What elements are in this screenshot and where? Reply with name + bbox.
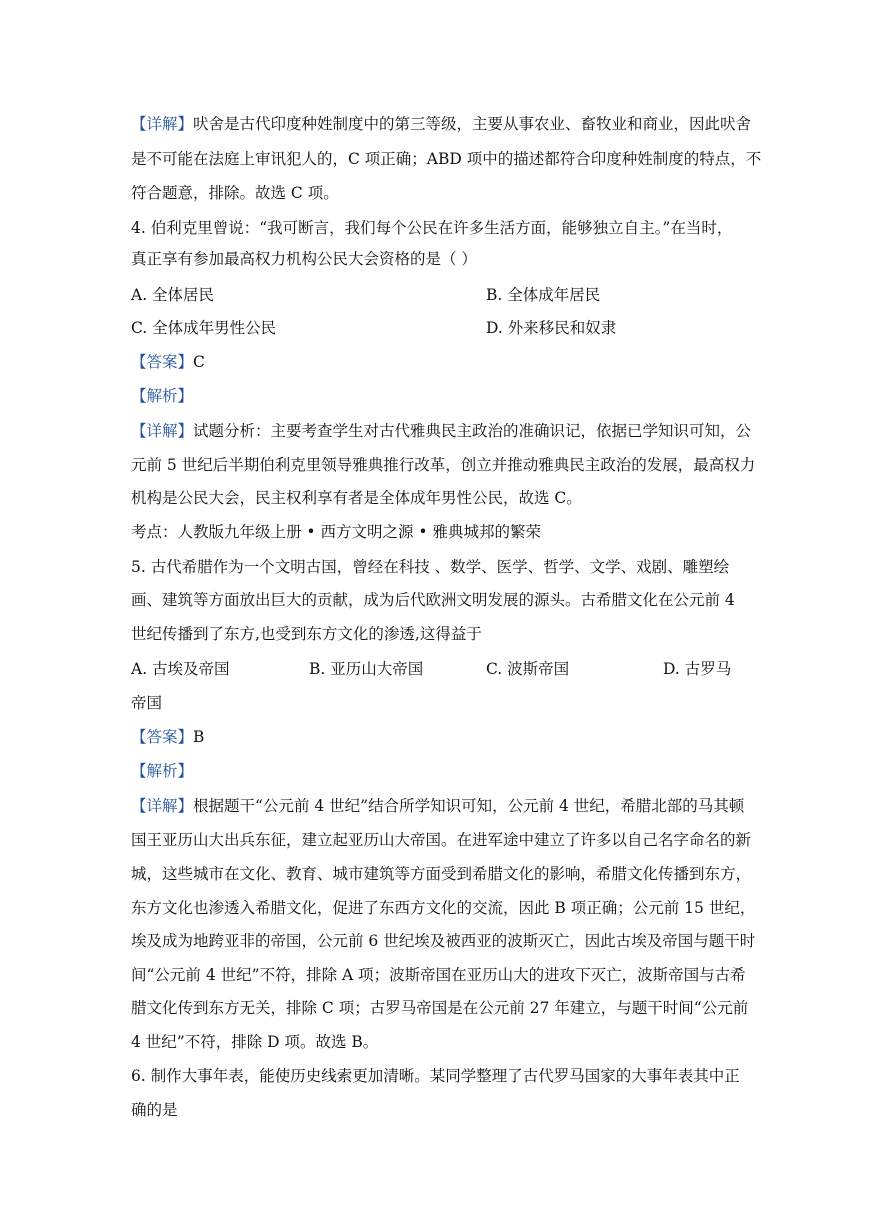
detail-tag: 【详解】 <box>131 115 194 133</box>
q4-option-b: B. 全体成年居民 <box>486 286 601 304</box>
q4-detail-line-2: 元前 5 世纪后半期伯利克里领导雅典推行改革，创立并推动雅典民主政治的发展，最高权力 <box>131 456 756 474</box>
q5-detail-line-3: 城，这些城市在文化、教育、城市建筑等方面受到希腊文化的影响，希腊文化传播到东方， <box>131 865 752 883</box>
q5-option-c: C. 波斯帝国 <box>486 660 570 678</box>
q4-detail-line-1: 【详解】试题分析：主要考查学生对古代雅典民主政治的准确识记，依据已学知识可知，公 <box>131 422 752 440</box>
q5-answer <box>131 727 204 747</box>
q3-detail-line-3: 符合题意，排除。故选 C 项。 <box>131 184 339 202</box>
q4-option-c: C. 全体成年男性公民 <box>131 319 277 337</box>
answer-tag: 【答案】 <box>131 728 194 746</box>
q5-detail-line-4: 东方文化也渗透入希腊文化，促进了东西方文化的交流，因此 B 项正确；公元前 15 世纪， <box>131 899 756 917</box>
q5-detail-line-2: 国王亚历山大出兵东征，建立起亚历山大帝国。在进军途中建立了许多以自己名字命名的新 <box>131 831 752 849</box>
q4-note: 考点：人教版九年级上册 • 西方文明之源 • 雅典城邦的繁荣 <box>131 523 541 541</box>
q6-stem-line-1: 6. 制作大事年表，能使历史线索更加清晰。某同学整理了古代罗马国家的大事年表其中正 <box>131 1067 740 1085</box>
q5-option-d: D. 古罗马 <box>663 660 732 678</box>
answer-tag: 【答案】 <box>131 353 194 371</box>
q3-detail-line-1: 【详解】吠舍是古代印度种姓制度中的第三等级，主要从事农业、畜牧业和商业，因此吠舍 <box>131 115 752 133</box>
q5-option-a: A. 古埃及帝国 <box>131 660 230 678</box>
q4-option-a: A. 全体居民 <box>131 286 215 304</box>
q5-detail-line-1: 【详解】根据题干“公元前 4 世纪”结合所学知识可知，公元前 4 世纪，希腊北部的马其顿 <box>131 797 745 815</box>
q6-stem-line-2: 确的是 <box>131 1101 178 1119</box>
q4-analysis-tag: 【解析】 <box>131 387 194 405</box>
q4-answer <box>131 352 205 372</box>
q4-option-d: D. 外来移民和奴隶 <box>486 319 617 337</box>
q5-detail-line-7: 腊文化传到东方无关，排除 C 项；古罗马帝国是在公元前 27 年建立，与题干时间“公元前 <box>131 999 749 1017</box>
q5-detail-line-6: 间“公元前 4 世纪”不符，排除 A 项；波斯帝国在亚历山大的进攻下灭亡，波斯帝国与古希 <box>131 966 746 984</box>
q5-detail-line-5: 埃及成为地跨亚非的帝国，公元前 6 世纪埃及被西亚的波斯灭亡，因此古埃及帝国与题干时 <box>131 932 756 950</box>
q4-stem-line-2: 真正享有参加最高权力机构公民大会资格的是（ ） <box>131 250 477 268</box>
q4-stem-line-1: 4. 伯利克里曾说：“我可断言，我们每个公民在许多生活方面，能够独立自主。”在当时， <box>131 219 733 237</box>
q5-stem-line-1: 5. 古代希腊作为一个文明古国，曾经在科技 、数学、医学、哲学、文学、戏剧、雕塑绘 <box>131 558 730 576</box>
q5-analysis-tag: 【解析】 <box>131 762 194 780</box>
answer-value: C <box>193 353 205 371</box>
q5-stem-line-3: 世纪传播到了东方,也受到东方文化的渗透,这得益于 <box>131 625 482 643</box>
q3-detail-line-2: 是不可能在法庭上审讯犯人的，C 项正确；ABD 项中的描述都符合印度种姓制度的特点，不 <box>131 150 762 168</box>
q4-detail-line-3: 机构是公民大会，民主权利享有者是全体成年男性公民，故选 C。 <box>131 489 582 507</box>
q5-detail-line-8: 4 世纪”不符，排除 D 项。故选 B。 <box>131 1033 379 1051</box>
q5-option-d-continued: 帝国 <box>131 694 163 712</box>
q5-option-b: B. 亚历山大帝国 <box>309 660 424 678</box>
answer-value: B <box>193 728 205 746</box>
q5-stem-line-2: 画、建筑等方面放出巨大的贡献，成为后代欧洲文明发展的源头。古希腊文化在公元前 4 <box>131 591 735 609</box>
detail-tag: 【详解】 <box>131 797 194 815</box>
detail-tag: 【详解】 <box>131 422 194 440</box>
